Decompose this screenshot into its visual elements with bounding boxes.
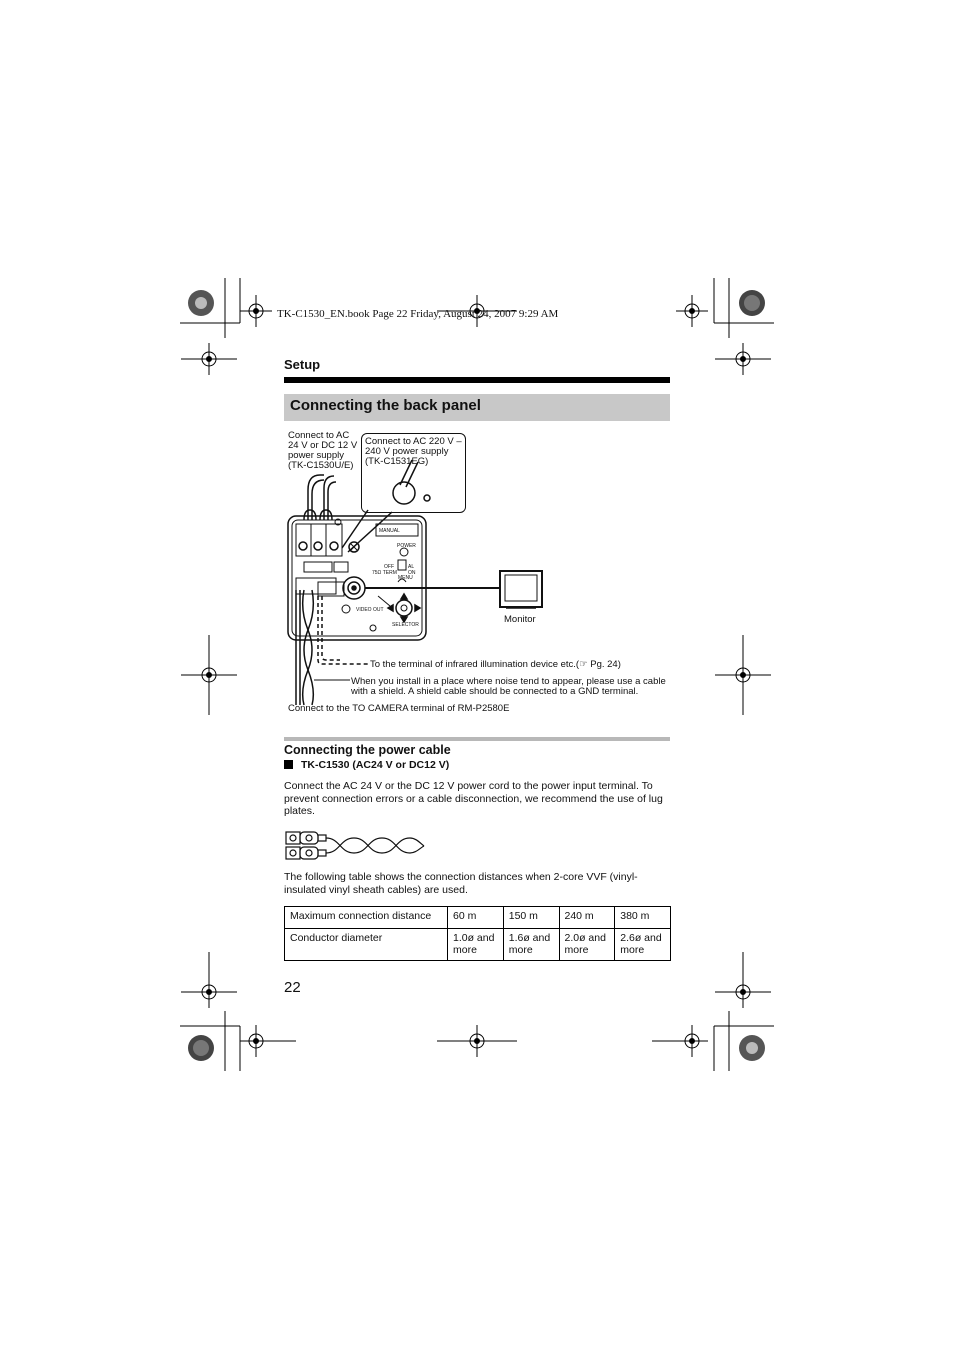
page-title: Connecting the back panel [290, 397, 481, 414]
panel-menu-text: MENU [398, 575, 413, 581]
table-row [285, 907, 671, 929]
panel-power-text: POWER [397, 543, 416, 549]
table-cell: 2.0ø and more [559, 929, 615, 961]
panel-selector-text: SELECTOR [392, 622, 419, 628]
panel-manual-text: MANUAL [379, 528, 400, 534]
table-row [285, 929, 671, 961]
table-cell: 1.0ø and more [448, 929, 504, 961]
table-cell: Conductor diameter [285, 929, 448, 961]
page-number: 22 [284, 979, 301, 996]
shield-note-line-1: When you install in a place where noise tend to appear, please use a cable [351, 676, 666, 687]
panel-term-text: 75Ω TERM [372, 570, 397, 576]
section-label: Setup [284, 357, 321, 372]
panel-video-out-text: VIDEO OUT [356, 607, 384, 613]
table-cell: 240 m [559, 907, 615, 929]
table-cell: 60 m [448, 907, 504, 929]
ac24-label: Connect to AC 24 V or DC 12 V power supply (TK-C1530U/E) [288, 430, 358, 471]
to-camera-note: Connect to the TO CAMERA terminal of RM-P2580E [288, 703, 510, 714]
panel-off-text: OFF [384, 564, 394, 570]
table-cell: Maximum connection distance [285, 907, 448, 929]
model-bullet-text: TK-C1530 (AC24 V or DC12 V) [301, 759, 450, 771]
monitor-label: Monitor [504, 614, 536, 625]
table-cell: 1.6ø and more [503, 929, 559, 961]
power-cord-paragraph: Connect the AC 24 V or the DC 12 V power cord to the power input terminal. To prevent connection errors or a cable disconnection, we recommend the use of lug plates. [284, 780, 663, 817]
shield-note-line-2: with a shield. A shield cable should be connected to a GND terminal. [351, 686, 639, 697]
table-intro-paragraph: The following table shows the connection distances when 2-core VVF (vinyl-insulated vinyl sheath cables) are used. [284, 871, 638, 896]
ac220-label: Connect to AC 220 V – 240 V power supply (TK-C1531EG) [365, 436, 462, 467]
connection-distance-table [284, 906, 671, 961]
title-bar [284, 394, 670, 421]
subsection-rule [284, 737, 670, 741]
table-cell: 2.6ø and more [615, 929, 671, 961]
table-cell: 150 m [503, 907, 559, 929]
table-cell: 380 m [615, 907, 671, 929]
lug-plate-cable-illustration [284, 830, 428, 862]
panel-on-text: ON [408, 570, 416, 576]
panel-al-text: AL [408, 564, 415, 570]
infrared-note: To the terminal of infrared illumination device etc.(☞ Pg. 24) [370, 659, 621, 670]
section-rule [284, 377, 670, 383]
print-header-line: TK-C1530_EN.book Page 22 Friday, August 24, 2007 9:29 AM [277, 308, 559, 320]
bullet-square-icon [284, 760, 293, 769]
model-bullet-heading [284, 759, 449, 771]
subsection-title: Connecting the power cable [284, 743, 451, 757]
